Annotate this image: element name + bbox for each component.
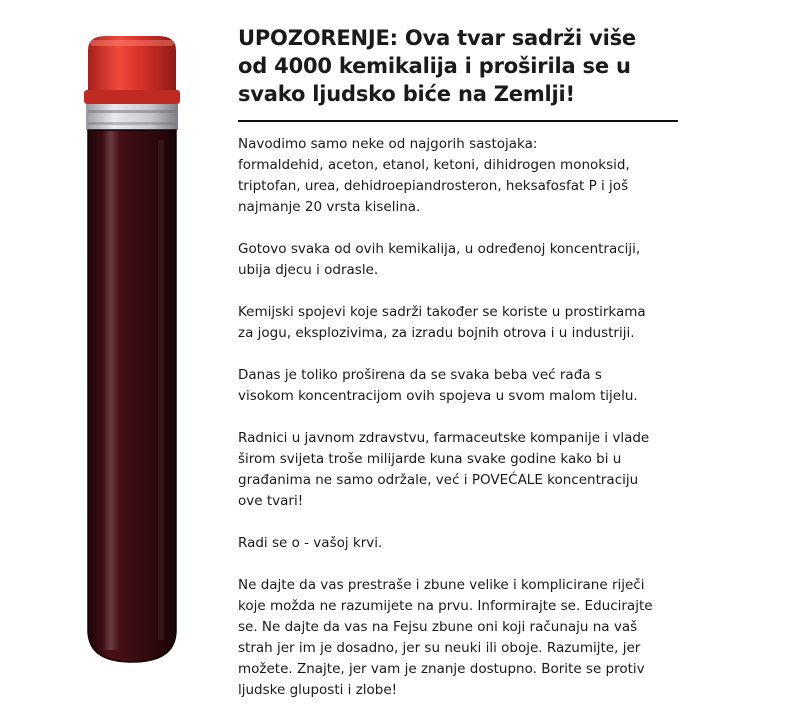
- paragraph-spending: Radnici u javnom zdravstvu, farmaceutske kompanije i vlade širom svijeta troše milijarde kuna svake godine kako bi u građanima ne samo održale, već i POVEĆALE koncentraciju ove tvari!: [238, 430, 650, 509]
- paragraph-advice: Ne dajte da vas prestraše i zbune velike i komplicirane riječi koje možda ne razumijete na prvu. Informirajte se. Educirajte se. Ne dajte da vas na Fejsu zbune oni koji računaju na vaš strah jer im je dosadno, jer su neuki ili oboje. Razumijte, jer možete. Znajte, jer vam je znanje dostupno. Borite se protiv ljudske gluposti i zlobe!: [238, 577, 653, 698]
- blood-tube-image: [62, 30, 202, 670]
- paragraph-danger: Gotovo svaka od ovih kemikalija, u određenoj koncentraciji, ubija djecu i odrasle.: [238, 241, 641, 278]
- paragraph-ingredients: Navodimo samo neke od najgorih sastojaka: formaldehid, aceton, etanol, ketoni, dihidrogen monoksid, triptofan, urea, dehidroepiandrosteron, heksafosfat P i još najmanje 20 vrsta kiselina.: [238, 136, 630, 215]
- paragraph-uses: Kemijski spojevi koje sadrži također se koriste u prostirkama za jogu, eksplozivima, za izradu bojnih otrova i u industriji.: [238, 304, 646, 341]
- paragraph-reveal: Radi se o - vašoj krvi.: [238, 535, 383, 551]
- article-body: [238, 134, 698, 701]
- headline: UPOZORENJE: Ova tvar sadrži više od 4000 kemikalija i proširila se u svako ljudsko biće na Zemlji!: [238, 26, 636, 106]
- tube-collar: [86, 104, 178, 130]
- blood-tube-icon: [62, 30, 202, 670]
- warning-article: [238, 24, 698, 722]
- paragraph-babies: Danas je toliko proširena da se svaka beba već rađa s visokom koncentracijom ovih spojeva u svom malom tijelu.: [238, 367, 638, 404]
- divider: [238, 120, 678, 122]
